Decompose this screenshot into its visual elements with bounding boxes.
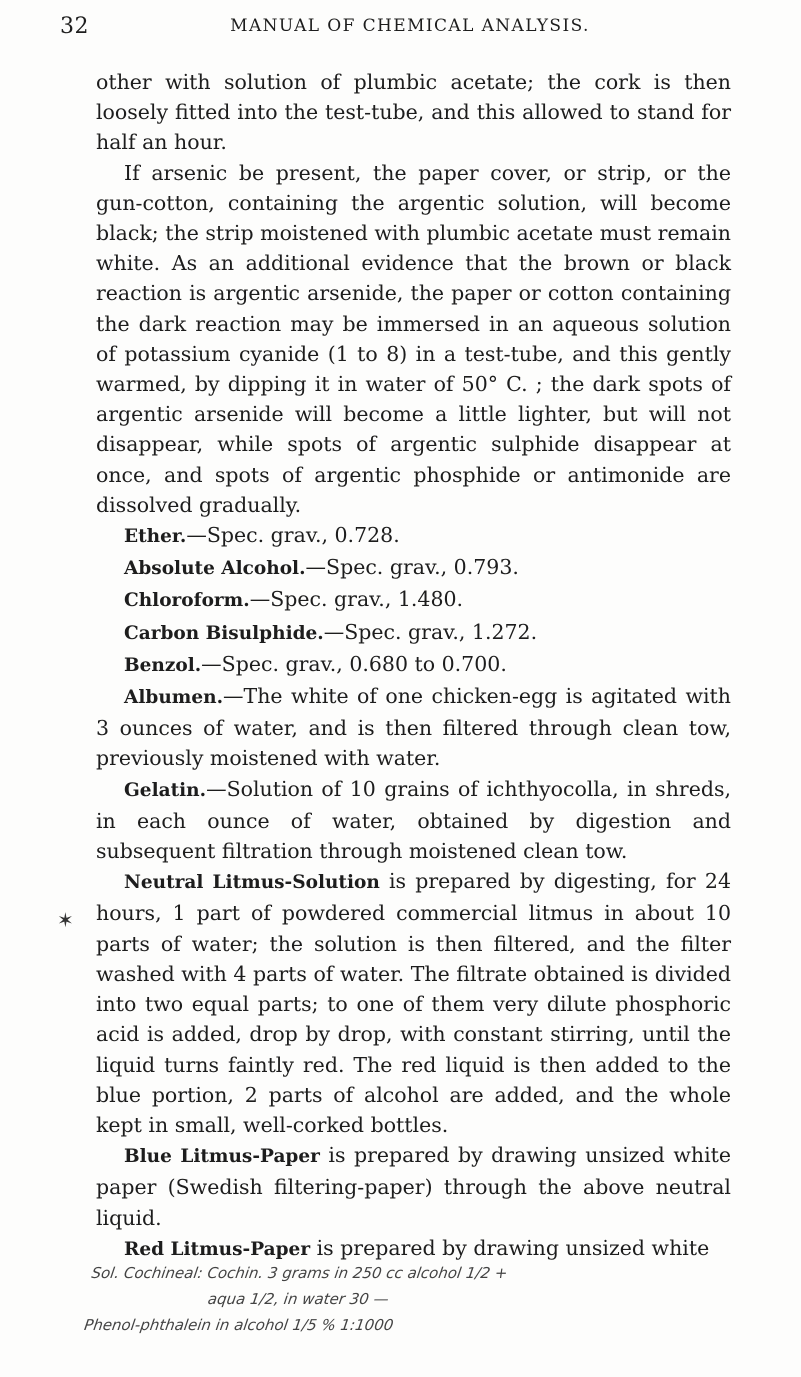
entry-term: Red Litmus-Paper (124, 1238, 311, 1260)
handwritten-line: Sol. Cochineal: Cochin. 3 grams in 250 cc alcohol 1/2 + (90, 1264, 509, 1282)
page-number: 32 (60, 14, 89, 39)
entry-term: Benzol. (124, 654, 202, 676)
body-text (96, 67, 731, 1265)
running-head: MANUAL OF CHEMICAL ANALYSIS. (230, 16, 590, 36)
margin-asterisk-mark: ✶ (57, 908, 74, 932)
entry-chloroform: Chloroform.—Spec. grav., 1.480. (124, 587, 464, 612)
entry-term: Chloroform. (124, 590, 250, 612)
entry-absolute-alcohol: Absolute Alcohol.—Spec. grav., 0.793. (124, 555, 519, 580)
entry-term: Ether. (124, 526, 187, 548)
entry-red-litmus-paper: Red Litmus-Paper is prepared by drawing unsized white (124, 1235, 710, 1260)
entry-term: Albumen. (124, 687, 224, 709)
entry-albumen: Albumen.—The white of one chicken-egg is agitated with 3 ounces of water, and is then filtered through clean tow, previously moistened with water. (96, 684, 731, 771)
entry-benzol: Benzol.—Spec. grav., 0.680 to 0.700. (124, 651, 507, 676)
entry-term: Neutral Litmus-Solution (124, 872, 380, 894)
entry-gelatin: Gelatin.—Solution of 10 grains of ichthyocolla, in shreds, in each ounce of water, obtained by digestion and subsequent filtration through moistened clean tow. (96, 776, 731, 864)
entry-carbon-bisulphide: Carbon Bisulphide.—Spec. grav., 1.272. (124, 619, 538, 644)
entry-blue-litmus-paper: Blue Litmus-Paper is prepared by drawing unsized white paper (Swedish filtering-paper) through the above neutral liquid. (96, 1143, 731, 1230)
entry-term: Carbon Bisulphide. (124, 622, 324, 644)
page-header (60, 14, 760, 46)
paragraph-continuation: other with solution of plumbic acetate; the cork is then loosely fitted into the test-tube, and this allowed to stand for half an hour. (96, 70, 731, 155)
entry-term: Blue Litmus-Paper (124, 1146, 320, 1168)
entry-term: Gelatin. (124, 779, 207, 801)
entry-neutral-litmus-solution: Neutral Litmus-Solution is prepared by digesting, for 24 hours, 1 part of powdered commercial litmus in about 10 parts of water; the solution is then filtered, and the filter washed with 4 parts of water. The filtrate obtained is divided into two equal parts; to one of them very dilute phosphoric acid is added, drop by drop, with constant stirring, until the liquid turns faintly red. The red liquid is then added to the blue portion, 2 parts of alcohol are added, and the whole kept in small, well-corked bottles. (96, 869, 731, 1137)
entry-term: Absolute Alcohol. (124, 558, 306, 580)
handwritten-annotation (83, 1260, 794, 1338)
handwritten-line: Phenol-phthalein in alcohol 1/5 % 1:1000 (83, 1316, 395, 1334)
handwritten-line: aqua 1/2, in water 30 — (206, 1290, 390, 1308)
entry-ether: Ether.—Spec. grav., 0.728. (124, 523, 400, 548)
paragraph-arsenic-test: If arsenic be present, the paper cover, or strip, or the gun-cotton, containing the argentic solution, will become black; the strip moistened with plumbic acetate must remain white. As an additional evidence that the brown or black reaction is argentic arsenide, the paper or cotton containing the dark reaction may be immersed in an aqueous solution of potassium cyanide (1 to 8) in a test-tube, and this gently warmed, by dipping it in water of 50° C. ; the dark spots of argentic arsenide will become a little lighter, but will not disappear, while spots of argentic sulphide disappear at once, and spots of argentic phosphide or antimonide are dissolved gradually. (96, 160, 731, 517)
